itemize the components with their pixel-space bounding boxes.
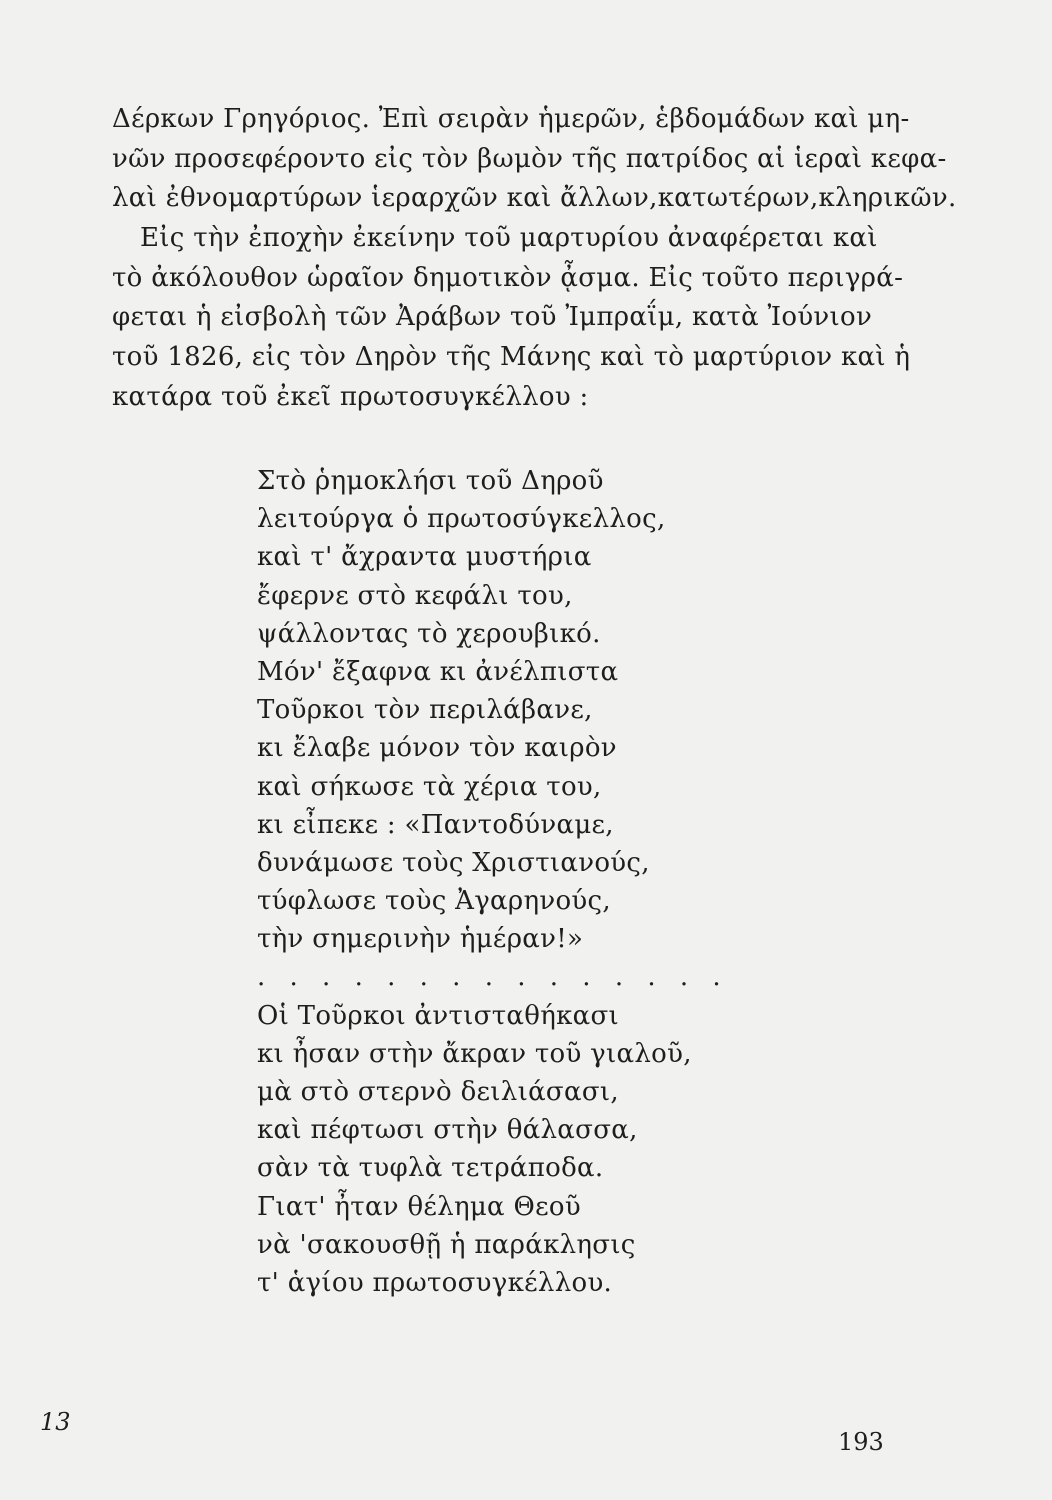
prose-line: φεται ἡ εἰσβολὴ τῶν Ἀράβων τοῦ Ἰμπραΐμ, κατὰ Ἰούνιον xyxy=(112,302,873,333)
poem-line: Γιατ' ἦταν θέλημα Θεοῦ xyxy=(257,1191,581,1222)
poem-line: τύφλωσε τοὺς Ἀγαρηνούς, xyxy=(257,886,611,917)
poem-line: ἔφερνε στὸ κεφάλι του, xyxy=(257,580,573,611)
poem-line: σὰν τὰ τυφλὰ τετράποδα. xyxy=(257,1153,604,1184)
poem-line: τ' ἁγίου πρωτοσυγκέλλου. xyxy=(257,1267,613,1298)
poem-line: Μόν' ἔξαφνα κι ἀνέλπιστα xyxy=(257,656,619,687)
folk-song-poem xyxy=(257,462,777,1302)
poem-line: Στὸ ῥημοκλήσι τοῦ Δηροῦ xyxy=(257,466,604,496)
page-number: 193 xyxy=(838,1428,884,1456)
prose-line: λαὶ ἐθνομαρτύρων ἱεραρχῶν καὶ ἄλλων,κατωτέρων,κληρικῶν. xyxy=(112,183,957,214)
poem-line: τὴν σημερινὴν ἡμέραν!» xyxy=(257,924,584,955)
poem-line: Τοῦρκοι τὸν περιλάβανε, xyxy=(257,695,593,726)
poem-line: ψάλλοντας τὸ χερουβικό. xyxy=(257,618,601,649)
poem-line: κι ἦσαν στὴν ἄκραν τοῦ γιαλοῦ, xyxy=(257,1038,692,1069)
signature-mark: 13 xyxy=(40,1408,71,1436)
poem-line: καὶ σήκωσε τὰ χέρια του, xyxy=(257,771,602,802)
prose-paragraph xyxy=(112,100,957,418)
prose-line: τοῦ 1826, εἰς τὸν Δηρὸν τῆς Μάνης καὶ τὸ μαρτύριον καὶ ἡ xyxy=(112,342,911,373)
poem-line: κι εἶπεκε : «Παντοδύναμε, xyxy=(257,809,614,840)
prose-line: Δέρκων Γρηγόριος. Ἐπὶ σειρὰν ἡμερῶν, ἑβδομάδων καὶ μη- xyxy=(112,104,910,134)
prose-line: Εἰς τὴν ἐποχὴν ἐκείνην τοῦ μαρτυρίου ἀναφέρεται καὶ xyxy=(140,223,878,254)
poem-line: Οἱ Τοῦρκοι ἀντισταθήκασι xyxy=(257,1000,620,1031)
poem-line: νὰ 'σακουσθῇ ἡ παράκλησις xyxy=(257,1229,636,1260)
poem-line: μὰ στὸ στερνὸ δειλιάσασι, xyxy=(257,1077,619,1107)
poem-line: δυνάμωσε τοὺς Χριστιανούς, xyxy=(257,847,650,878)
poem-line: καὶ πέφτωσι στὴν θάλασσα, xyxy=(257,1115,638,1146)
poem-line: κι ἔλαβε μόνον τὸν καιρὸν xyxy=(257,733,617,764)
poem-line: καὶ τ' ἄχραντα μυστήρια xyxy=(257,542,592,573)
ellipsis-divider: . . . . . . . . . . . . . . . xyxy=(257,962,729,993)
prose-line: κατάρα τοῦ ἐκεῖ πρωτοσυγκέλλου : xyxy=(112,381,589,412)
poem-line: λειτούργα ὁ πρωτοσύγκελλος, xyxy=(257,504,666,535)
prose-line: νῶν προσεφέροντο εἰς τὸν βωμὸν τῆς πατρίδος αἱ ἱεραὶ κεφα- xyxy=(112,143,947,174)
prose-line: τὸ ἀκόλουθον ὡραῖον δημοτικὸν ᾆσμα. Εἰς τοῦτο περιγρά- xyxy=(112,262,904,293)
